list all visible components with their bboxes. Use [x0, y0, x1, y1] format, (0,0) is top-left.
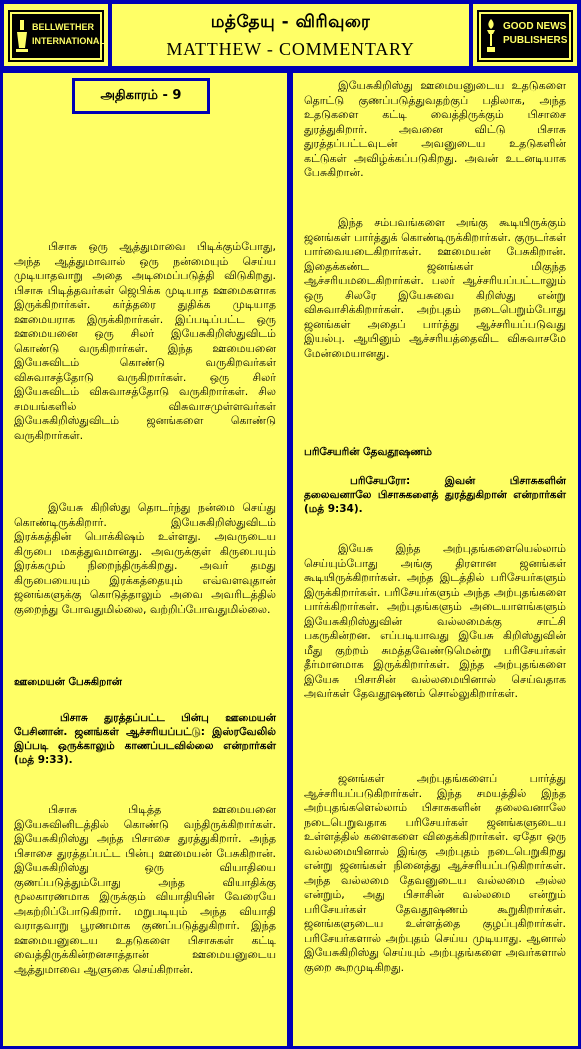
left-paragraph-1: பிசாசு ஒரு ஆத்துமாவை பிடிக்கும்போது, அந்த ஆத்துமாவால் ஒரு நன்மையும் செய்ய முடியாதவாறு அதை அடிமைப்படுத்தி விடுகிறது. பிசாசு பிடித்தவர்கள் ஜெபிக்க முடியாத ஊமைகளாக இருக்கிறார்கள். கர்த்தரை துதிக்க முடியாத ஊமையராக இருக்கிறார்கள். இப்படிப்பட்ட ஒரு ஊமையனை ஒரு சிலர் இயேசுகிறிஸ்துவிடம் கொண்டு வருகிறார்கள். இந்த ஊமையனை இயேசுவிடம் கொண்டு வருகிறவர்கள் விசுவாசத்தோடு வருகிறார்கள். ஒரு சிலர் இயேசுவிடம் விசுவாசத்தோடு வருகிறார்கள். சில சமயங்களில் விசுவாசமுள்ளவர்கள் இயேசுகிறிஸ்துவிடம் ஜனங்களை கொண்டு வருகிறார்கள்.: [14, 240, 276, 442]
good-news-logo-text: GOOD NEWS PUBLISHERS: [503, 21, 568, 46]
header-banner: [0, 0, 581, 70]
bellwether-logo-badge: [10, 12, 105, 60]
title-tamil: மத்தேயு - விரிவுரை: [210, 12, 371, 32]
right-scripture-quote: பரிசேயரோ: இவன் பிசாசுகளின் தலைவனாலே பிசாசுகளைத் துரத்துகிறான் என்றார்கள் (மத் 9:34).: [304, 475, 566, 515]
chapter-label: அதிகாரம் - 9: [100, 88, 182, 103]
left-scripture-quote: பிசாசு துரத்தப்பட்ட பின்பு ஊமையன் பேசினான். ஜனங்கள் ஆச்சரியப்பட்டு: இஸ்ரவேலில் இப்படி ஒருக்காலும் காணப்படவில்லை என்றார்கள் (மத் 9:33).: [14, 712, 276, 766]
good-news-logo-badge: [479, 12, 571, 60]
page-title: [108, 4, 473, 66]
bellwether-logo: [4, 4, 112, 66]
right-paragraph-2: இந்த சம்பவங்களை அங்கு கூடியிருக்கும் ஜனங்கள் பார்த்துக் கொண்டிருக்கிறார்கள். குருடர்கள் பார்வையடைகிறார்கள். ஊமையன் பேசுகிறான். இதைக்கண்ட ஜனங்கள் மிகுந்த ஆச்சரியமடைகிறார்கள். பலர் ஆச்சரியப்பட்டாலும் ஒரு சிலரே இயேசுவை கிறிஸ்து என்று விசுவாசிக்கிறார்கள். அற்புதம் நடைபெறும்போது ஜனங்கள் அதைப் பார்த்து ஆச்சரியப்படுவது இயல்பு. ஆயினும் ஆச்சரியத்தைவிட விசுவாசமே மேன்மையானது.: [304, 216, 566, 360]
chapter-box: [72, 78, 210, 114]
right-paragraph-4: ஜனங்கள் அற்புதங்களைப் பார்த்து ஆச்சரியப்படுகிறார்கள். இந்த சமயத்தில் இந்த அற்புதங்களெல்லாம் பிசாசுகளின் தலைவனாலே நடைபெறுவதாக பரிசேயர்கள் ஜனங்களுடைய உள்ளத்தில் களைகளை விதைக்கிறார்கள். ஏதோ ஒரு வல்லமையினால் இங்கு அற்புதம் நடைபெறுகிறது என்று ஜனங்கள் நினைத்து ஆச்சரியப்படுகிறார்கள். அந்த வல்லமை தேவனுடைய வல்லமை அல்ல என்றும், அது பிசாசின் வல்லமை என்றும் பரிசேயர்கள் தேவதூஷணம் கூறுகிறார்கள். ஜனங்களுடைய உள்ளத்தை குழப்புகிறார்கள். பரிசேயர்களால் அற்புதம் செய்ய முடியாது. ஆனால் இயேசுகிறிஸ்து செய்யும் அற்புதங்களை அவர்களால் குறை கூறமுடிகிறது.: [304, 772, 566, 974]
bellwether-logo-text: BELLWETHER INTERNATIONAL: [32, 22, 105, 46]
right-paragraph-1: இயேசுகிறிஸ்து ஊமையனுடைய உதடுகளை தொட்டு குணப்படுத்துவதற்குப் பதிலாக, அந்த உதடுகளை கட்டி வைத்திருக்கும் பிசாசை துரத்துகிறார். அவனை விட்டு பிசாசு துரத்தப்பட்டவுடன் அவனுடைய உதடுகளின் கட்டுகள் அவிழ்க்கப்படுகிறது. அவன் உடனடியாக பேசுகிறான்.: [304, 79, 566, 179]
right-section-heading: பரிசேயரின் தேவதூஷணம்: [304, 446, 433, 458]
torch-icon: [484, 18, 498, 54]
good-news-logo: [469, 4, 577, 66]
right-paragraph-3: இயேசு இந்த அற்புதங்களையெல்லாம் செய்யும்போது அங்கு திரளான ஜனங்கள் கூடியிருக்கிறார்கள். அந்த இடத்தில் பரிசேயர்களும் இருக்கிறார்கள். பரிசேயர்களும் அந்த அற்புதங்களை பார்க்கிறார்கள். அற்புதங்களும் அடையாளங்களும் இயேசுகிறிஸ்துவின் வல்லமைக்கு சாட்சி பகருகின்றன. எப்படியாவது இயேசு கிறிஸ்துவின் மீது குற்றம் சுமத்தவேண்டுமென்று பரிசேயர்கள் தீர்மானமாக இருக்கிறார்கள். இந்த அற்புதங்களை இயேசு பிசாசின் வல்லமையினால் செய்வதாக அவர்கள் தேவதூஷணம் சொல்லுகிறார்கள்.: [304, 542, 566, 700]
left-paragraph-3: பிசாசு பிடித்த ஊமையனை இயேசுவினிடத்தில் கொண்டு வந்திருக்கிறார்கள். இயேசுகிறிஸ்து அந்த பிசாசை துரத்துகிறார். அந்த பிசாசை துரத்தப்பட்ட பின்பு ஊமையன் பேசுகிறான். இயேசுகிறிஸ்து ஒரு வியாதியை குணப்படுத்தும்போது அந்த வியாதிக்கு மூலகாரணமாக இருக்கும் வியாதியின் வேரையே அகற்றிப்போடுகிறார். மறுபடியும் அந்த வியாதி வராதவாறு பூரணமாக குணப்படுத்துகிறார். இந்த ஊமையனுடைய உதடுகளை பிசாசுகள் கட்டி வைத்திருக்கின்றனசாத்தான் ஊமையனுடைய ஆத்துமாவை ஆளுகை செய்கிறான்.: [14, 803, 276, 976]
bell-icon: [15, 18, 29, 54]
title-english: MATTHEW - COMMENTARY: [166, 39, 415, 59]
left-paragraph-2: இயேசு கிறிஸ்து தொடர்ந்து நன்மை செய்து கொண்டிருக்கிறார். இயேசுகிறிஸ்துவிடம் இரக்கத்தின் பொக்கிஷம் உள்ளது. அவருடைய கிருபை மகத்துவமானது. அவருக்குள் கிருபையும் இரக்கமும் நிறைந்திருக்கிறது. அவர் தமது கிருபையையும் இரக்கத்தையும் எவ்வளவுதான் ஜனங்களுக்கு கொடுத்தாலும் அவை அவரிடத்தில் குறைந்து போவதுமில்லை, வற்றிப்போவதுமில்லை.: [14, 501, 276, 616]
left-section-heading: ஊமையன் பேசுகிறான்: [14, 676, 122, 688]
